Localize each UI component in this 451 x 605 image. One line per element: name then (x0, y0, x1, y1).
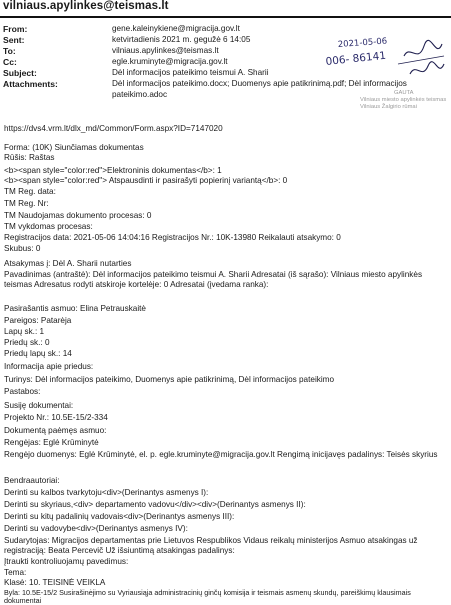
field-line: Sudarytojas: Migracijos departamentas prie Lietuvos Respublikos Vidaus reikalų ministerijos Asmuo atsakingas už registraciją: Beata Percevič Už išsiuntimą atsakingas padalinys: (4, 536, 418, 555)
field-line: Registracijos data: 2021-05-06 14:04:16 Registracijos Nr.: 10K-13980 Reikalauti atsakymo: 0 (4, 233, 341, 242)
field-line: Klasė: 10. TEISINĖ VEIKLA (4, 578, 106, 587)
from-value[interactable]: gene.kaleinykiene@migracija.gov.lt (112, 24, 240, 33)
field-line: Derinti su skyriaus,<div> departamento vadovu</div><div>(Derinantys asmenys II): (4, 500, 306, 509)
field-line: Lapų sk.: 1 (4, 327, 45, 336)
field-line: Dokumentą paėmęs asmuo: (4, 426, 107, 435)
registration-stamp (318, 34, 446, 82)
field-line: Skubus: 0 (4, 244, 41, 253)
field-line: <b><span style="color:red"> Atspausdinti ir pasirašyti popierinį variantą</b>: 0 (4, 176, 288, 185)
signature-scribble-2 (410, 62, 444, 74)
field-line: Tema: (4, 568, 27, 577)
field-line: Turinys: Dėl informacijos pateikimo, Duomenys apie patikrinimą, Dėl informacijos pateikimo (4, 375, 335, 384)
field-line: Atsakymas į: Dėl A. Sharii nutarties (4, 259, 132, 268)
stamp-reg: 006- 86141 (325, 49, 387, 68)
sent-label: Sent: (3, 35, 25, 45)
sent-value: ketvirtadienis 2021 m. gegužė 6 14:05 (112, 35, 251, 44)
from-label: From: (3, 24, 28, 34)
field-line: Pasirašantis asmuo: Elina Petrauskaitė (4, 304, 146, 313)
page-title: vilniaus.apylinkes@teismas.lt (3, 0, 169, 12)
field-line: Pavadinimas (antraštė): Dėl informacijos pateikimo teismui A. Sharii Adresatai (iš sąrašo): Vilniaus miesto apylinkės teismas Adresatus rodyti atskiroje kortelėje: 0 Adresatai (įvedama ranka): (4, 270, 423, 289)
field-line: Rengėjas: Eglė Krūminytė (4, 438, 99, 447)
subject-label: Subject: (3, 68, 37, 78)
signature-underline (398, 56, 444, 64)
field-line: Derinti su vadovybe<div>(Derinantys asmenys IV): (4, 524, 188, 533)
title-divider (0, 16, 451, 18)
stamp-date: 2021-05-06 (337, 36, 388, 50)
attachments-label: Attachments: (3, 79, 58, 89)
cc-value[interactable]: egle.kruminyte@migracija.gov.lt (112, 57, 228, 66)
field-line: Derinti su kitų padalinių vadovais<div>(Derinantys asmenys III): (4, 512, 235, 521)
cc-label: Cc: (3, 57, 17, 67)
received-stamp-title: GAUTA (394, 90, 414, 96)
field-line: TM Reg. data: (4, 187, 56, 196)
field-line: Byla: 10.5E-15/2 Susirašinėjimo su Vyriausiąja administracinių ginčų komisija ir teismais asmenų skundų, pareiškimų klausimais dokumentai (4, 588, 411, 605)
form-url[interactable]: https://dvs4.vrm.lt/dlx_md/Common/Form.aspx?ID=7147020 (4, 124, 223, 133)
signature-scribble-1 (404, 40, 442, 56)
field-line: TM vykdomas procesas: (4, 222, 93, 231)
field-line: Pareigos: Patarėja (4, 316, 72, 325)
field-line: Rengėjo duomenys: Eglė Krūminytė, el. p. egle.kruminyte@migracija.gov.lt Rengimą inicijavęs padalinys: Teisės skyrius (4, 450, 438, 459)
field-line: TM Reg. Nr: (4, 199, 49, 208)
received-stamp (360, 90, 446, 111)
field-line: Informacija apie priedus: (4, 362, 94, 371)
field-line: Forma: (10K) Siunčiamas dokumentas (4, 143, 144, 152)
field-line: Pastabos: (4, 387, 41, 396)
received-stamp-line3: Vilniaus Žalgirio rūmai (360, 104, 417, 110)
field-line: Įtraukti kontroliuojamų pavedimus: (4, 557, 129, 566)
field-line: Derinti su kalbos tvarkytoju<div>(Derinantys asmenys I): (4, 488, 209, 497)
to-value[interactable]: vilniaus.apylinkes@teismas.lt (112, 46, 219, 55)
field-line: Rūšis: Raštas (4, 153, 55, 162)
field-line: TM Naudojamas dokumento procesas: 0 (4, 211, 152, 220)
field-line: Priedų sk.: 0 (4, 338, 50, 347)
attachments-value[interactable]: Dėl informacijos pateikimo.docx; Duomenys apie patikrinimą.pdf; Dėl informacijos pateikimo.adoc (112, 79, 407, 99)
field-line: Susiję dokumentai: (4, 401, 74, 410)
subject-value: Dėl informacijos pateikimo teismui A. Sharii (112, 68, 269, 77)
field-line: Priedų lapų sk.: 14 (4, 349, 72, 358)
field-line: Bendraautoriai: (4, 476, 60, 485)
field-line: <b><span style="color:red">Elektroninis dokumentas</b>: 1 (4, 166, 222, 175)
received-stamp-line2: Vilniaus miesto apylinkės teismas (360, 97, 447, 103)
field-line: Projekto Nr.: 10.5E-15/2-334 (4, 413, 108, 422)
to-label: To: (3, 46, 16, 56)
